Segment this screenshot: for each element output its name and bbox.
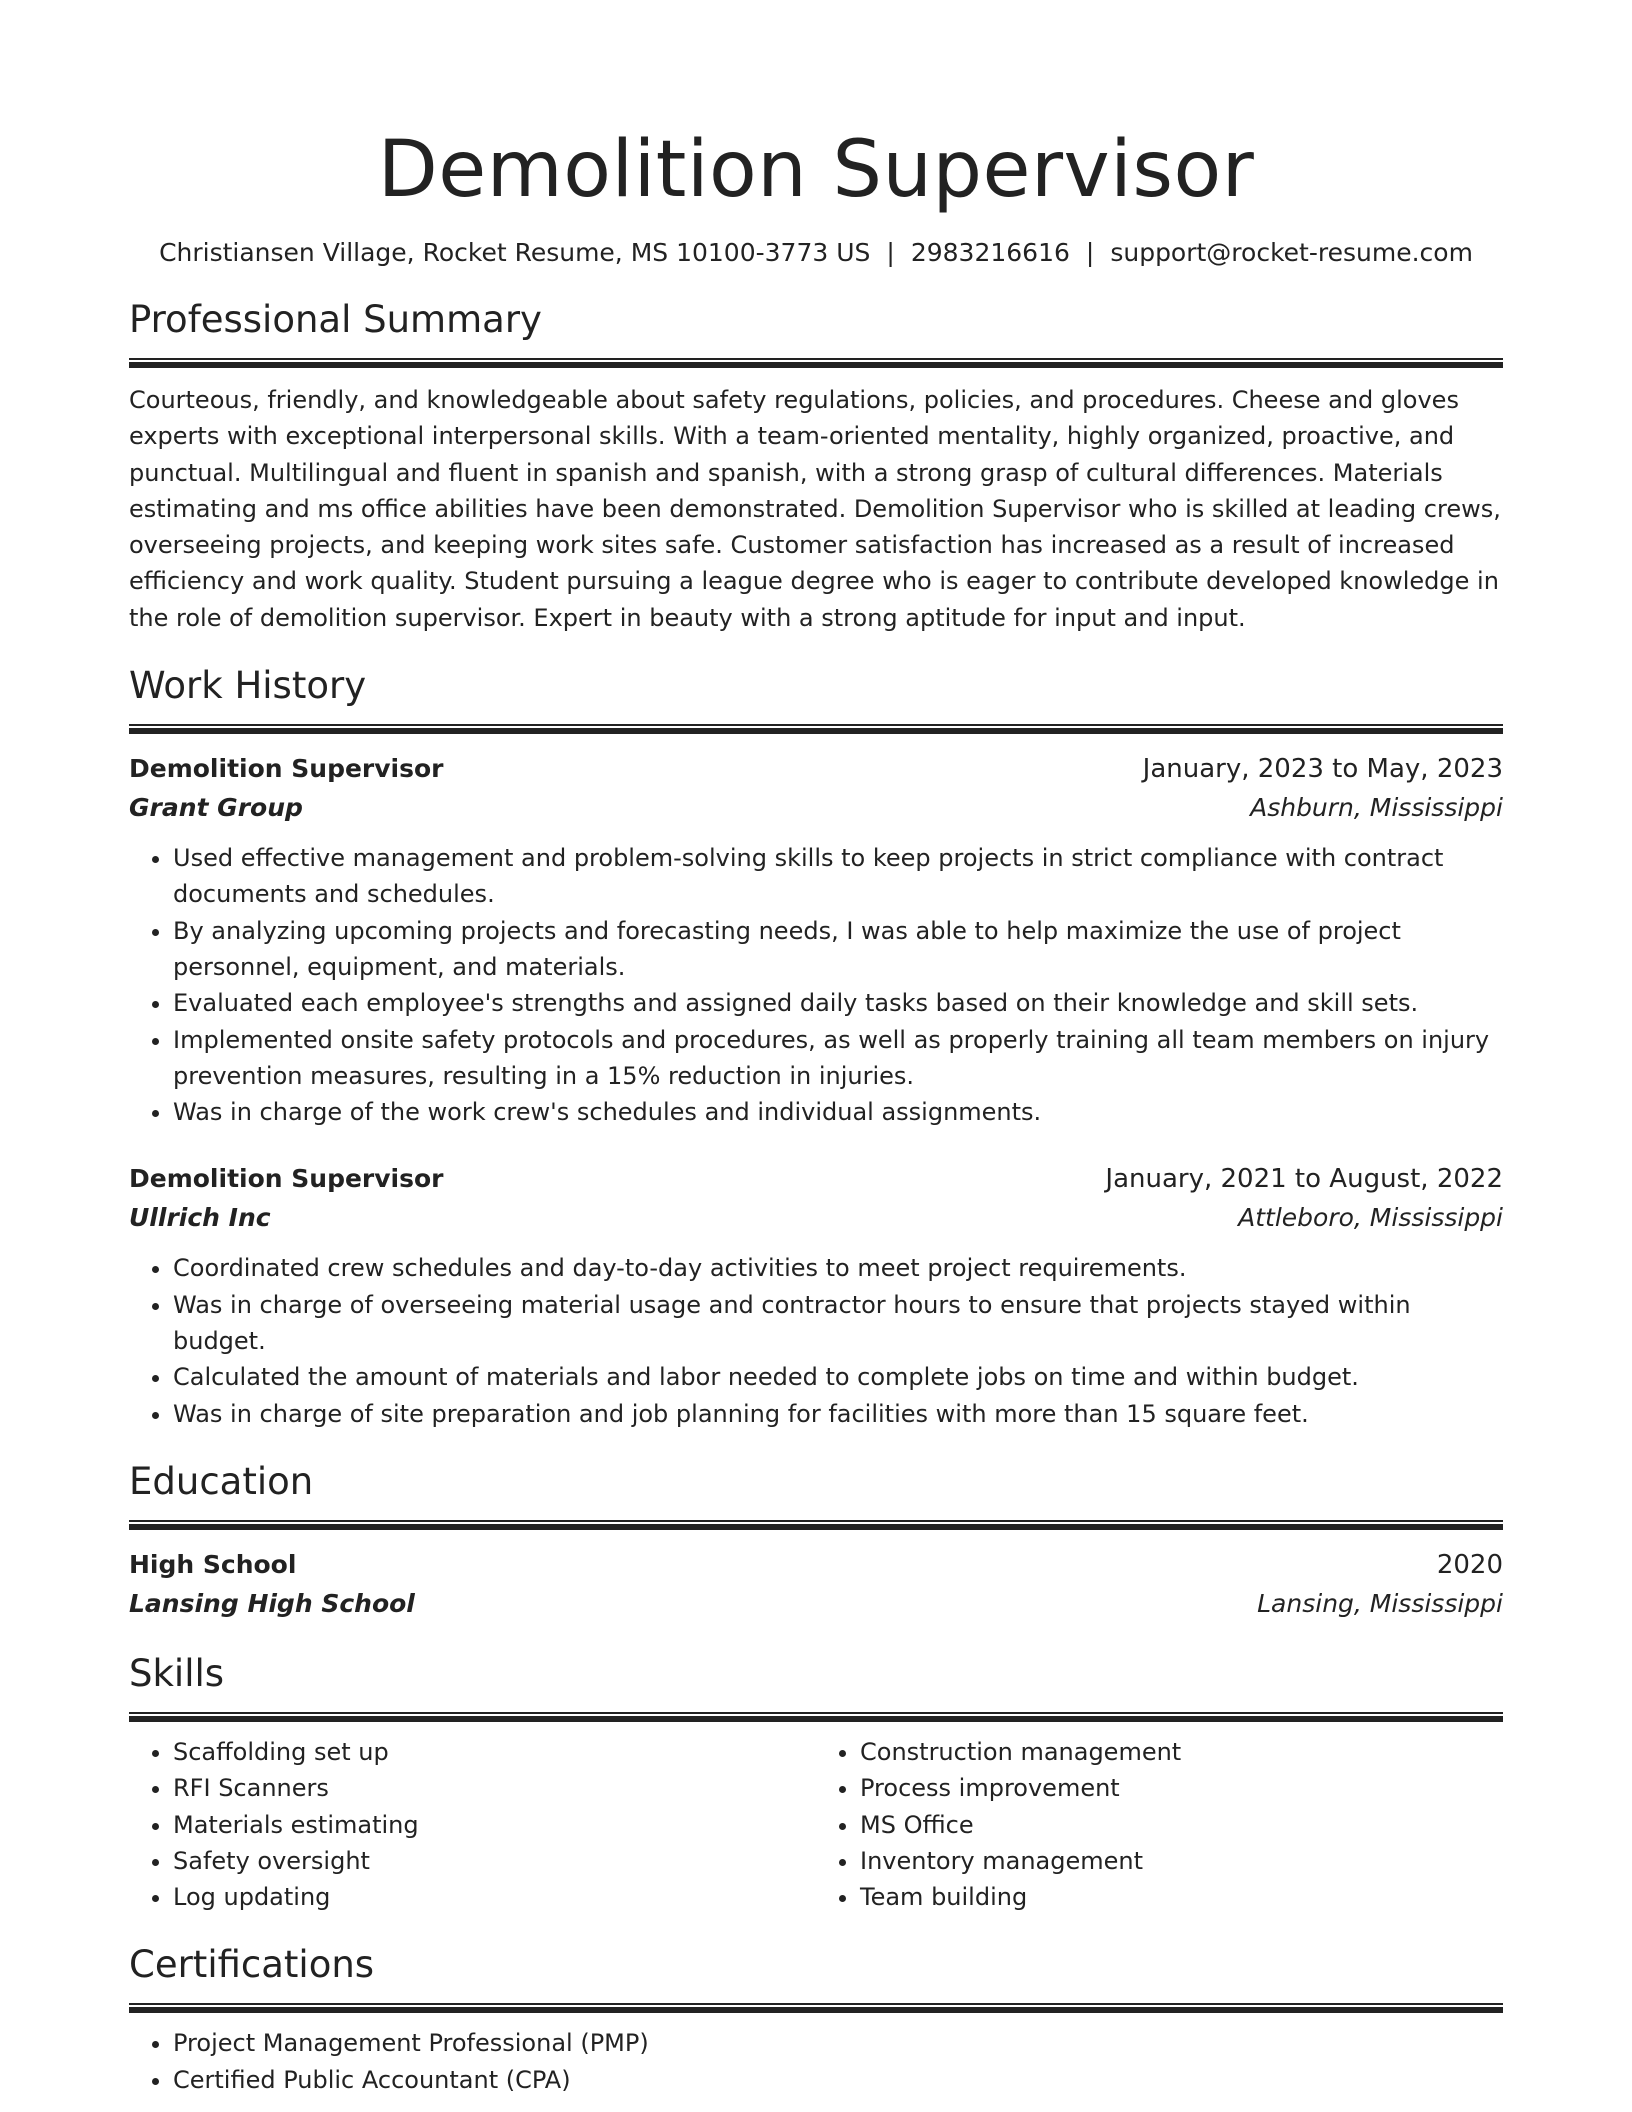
section-divider [129,1520,1503,1530]
skill-item: • Inventory management [860,1843,1503,1879]
job-title: Demolition Supervisor [129,1164,444,1194]
job-entry [129,1160,1503,1431]
education-location: Lansing, Mississippi [1257,1588,1503,1618]
education-subheader-row [129,1584,1503,1624]
skill-item: • Team building [860,1879,1503,1915]
summary-text: Courteous, friendly, and knowledgeable about safety regulations, policies, and procedures. Cheese and gloves experts with exceptional interpersonal skills. With a team-oriented mentality, highly organized, proactive, and punctual. Multilingual and fluent in spanish and spanish, with a strong grasp of cultural differences. Materials estimating and ms office abilities have been demonstrated. Demolition Supervisor who is skilled at leading crews, overseeing projects, and keeping work sites safe. Customer satisfaction has increased as a result of increased efficiency and work quality. Student pursuing a league degree who is eager to contribute developed knowledge in the role of demolition supervisor. Expert in beauty with a strong aptitude for input and input. [129,386,1501,632]
skill-item: • Log updating [173,1879,816,1915]
job-bullet: • Implemented onsite safety protocols and procedures, as well as properly training all team members on injury prevention measures, resulting in a 15% reduction in injuries. [173,1022,1503,1095]
skill-item: • Scaffolding set up [173,1734,816,1770]
skill-item: • Safety oversight [173,1843,816,1879]
resume-name: Demolition Supervisor [377,125,1255,215]
education-year: 2020 [1436,1549,1503,1580]
skill-item: • Materials estimating [173,1807,816,1843]
education-section [129,1458,1503,1624]
section-divider [129,2003,1503,2013]
section-title-work-history: Work History [129,664,367,708]
job-header-row [129,1160,1503,1198]
education-entry [129,1546,1503,1624]
section-title-skills: Skills [129,1651,225,1695]
job-location: Ashburn, Mississippi [1250,793,1503,823]
job-company: Ullrich Inc [129,1203,271,1233]
job-bullet: • Calculated the amount of materials and labor needed to complete jobs on time and within budget. [173,1359,1503,1395]
job-bullet: • Was in charge of overseeing material usage and contractor hours to ensure that projects stayed within budget. [173,1287,1503,1360]
skill-item: • RFI Scanners [173,1770,816,1806]
skills-list-right [816,1734,1503,1915]
skills-list-left [129,1734,816,1915]
contact-separator: | [886,238,895,267]
education-degree: High School [129,1549,297,1579]
job-header-row [129,750,1503,788]
job-bullets [129,840,1503,1130]
skills-grid [129,1734,1503,1915]
skill-item: • Process improvement [860,1770,1503,1806]
skills-section [129,1650,1503,1915]
job-bullet: • Was in charge of site preparation and job planning for facilities with more than 15 square feet. [173,1396,1503,1432]
skill-item: • Construction management [860,1734,1503,1770]
certification-item: • Project Management Professional (PMP) [173,2025,1503,2061]
job-bullets [129,1250,1503,1431]
job-location: Attleboro, Mississippi [1238,1203,1503,1233]
summary-section [129,296,1503,636]
job-bullet: • Used effective management and problem-solving skills to keep projects in strict compliance with contract documents and schedules. [173,840,1503,913]
certifications-list [129,2025,1503,2098]
job-subheader-row [129,1198,1503,1238]
section-divider [129,358,1503,368]
job-bullet: • Coordinated crew schedules and day-to-day activities to meet project requirements. [173,1250,1503,1286]
section-title-education: Education [129,1459,314,1503]
education-school: Lansing High School [129,1588,415,1618]
contact-line [129,236,1503,270]
job-bullet: • Evaluated each employee's strengths and assigned daily tasks based on their knowledge and skill sets. [173,985,1503,1021]
job-bullet: • Was in charge of the work crew's schedules and individual assignments. [173,1094,1503,1130]
education-header-row [129,1546,1503,1584]
job-bullet: • By analyzing upcoming projects and forecasting needs, I was able to help maximize the use of project personnel, equipment, and materials. [173,913,1503,986]
section-title-certifications: Certifications [129,1943,375,1987]
contact-phone: 2983216616 [910,238,1070,267]
job-company: Grant Group [129,793,303,823]
work-history-section [129,662,1503,1432]
certification-item: • Certified Public Accountant (CPA) [173,2062,1503,2098]
job-entry [129,750,1503,1130]
contact-email: support@rocket-resume.com [1110,238,1473,267]
certifications-section [129,1941,1503,2098]
job-dates: January, 2021 to August, 2022 [1105,1164,1503,1195]
job-subheader-row [129,788,1503,828]
job-title: Demolition Supervisor [129,754,444,784]
section-divider [129,1712,1503,1722]
section-divider [129,724,1503,734]
contact-separator: | [1085,238,1095,267]
job-dates: January, 2023 to May, 2023 [1142,754,1503,785]
section-title-summary: Professional Summary [129,298,542,341]
contact-address: Christiansen Village, Rocket Resume, MS 10100-3773 US [159,238,871,267]
skill-item: • MS Office [860,1807,1503,1843]
